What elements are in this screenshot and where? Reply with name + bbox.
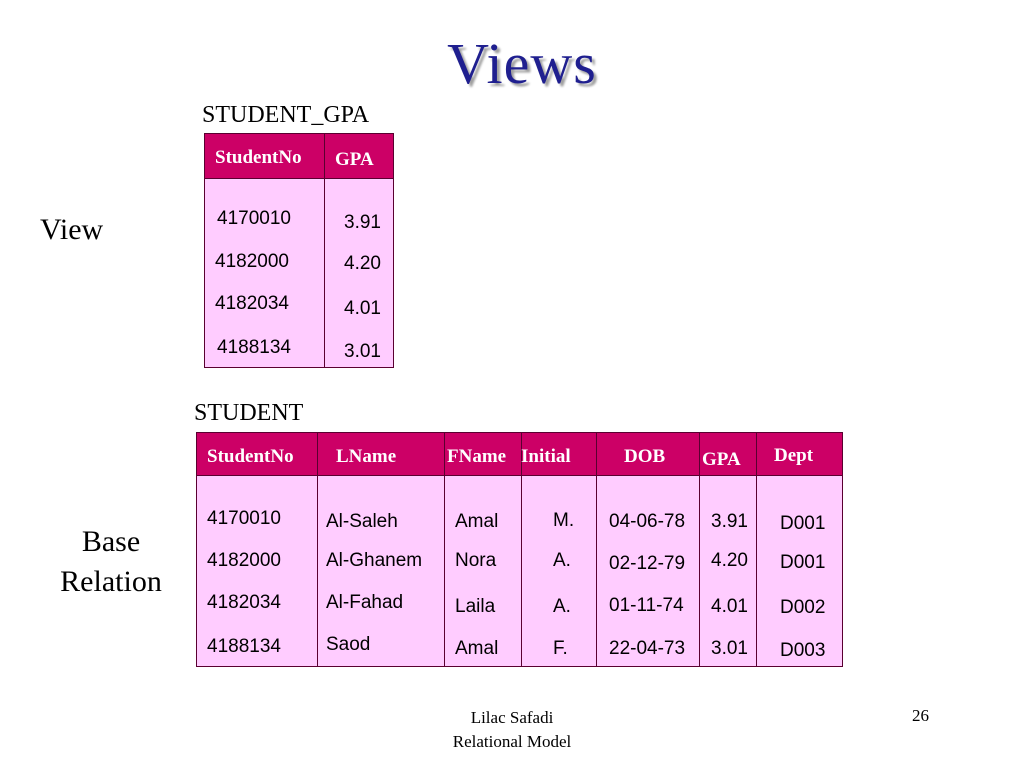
- student-header-studentno: StudentNo: [207, 446, 294, 467]
- student-column-divider: [756, 433, 757, 666]
- student-header-initial: Initial: [521, 446, 571, 467]
- student-cell: F.: [553, 638, 568, 659]
- student-header-fname: FName: [447, 446, 507, 467]
- student-header-dept: Dept: [774, 445, 814, 466]
- student-table: [196, 432, 843, 667]
- student-cell: A.: [553, 550, 571, 571]
- student-cell: D001: [780, 513, 826, 534]
- student-gpa-caption: STUDENT_GPA: [202, 102, 370, 128]
- student-header-divider: [197, 475, 842, 476]
- student-cell: A.: [553, 596, 571, 617]
- student-gpa-header-divider: [205, 178, 393, 179]
- student-cell: D001: [780, 552, 826, 573]
- student-header-dob: DOB: [624, 446, 666, 467]
- student-cell: 22-04-73: [609, 638, 686, 659]
- footer-author: Lilac Safadi: [470, 708, 554, 727]
- student-cell: Al-Ghanem: [326, 550, 423, 571]
- student-cell: Amal: [455, 511, 499, 532]
- student-cell: 02-12-79: [609, 553, 686, 574]
- student-caption: STUDENT: [194, 400, 304, 426]
- student-gpa-cell: 4.01: [344, 298, 381, 319]
- student-gpa-cell: 4182034: [215, 293, 289, 314]
- student-gpa-cell: 3.91: [344, 212, 381, 233]
- student-gpa-header-studentno: StudentNo: [215, 147, 302, 168]
- student-cell: 4182000: [207, 550, 281, 571]
- student-gpa-column-divider: [324, 134, 325, 367]
- student-column-divider: [317, 433, 318, 666]
- student-cell: Amal: [455, 638, 499, 659]
- student-header-row: [197, 433, 842, 475]
- student-cell: Nora: [455, 550, 497, 571]
- slide-title: Views: [447, 31, 597, 96]
- slide-footer: [412, 706, 612, 754]
- student-cell: D003: [780, 640, 826, 661]
- student-gpa-cell: 3.01: [344, 341, 381, 362]
- student-gpa-cell: 4.20: [344, 253, 381, 274]
- student-cell: Saod: [326, 634, 371, 655]
- student-cell: M.: [553, 510, 575, 531]
- student-gpa-cell: 4188134: [217, 337, 291, 358]
- base-relation-label: [48, 522, 174, 602]
- student-gpa-table: [204, 133, 394, 368]
- student-header-gpa: GPA: [702, 449, 741, 470]
- student-gpa-header-gpa: GPA: [335, 149, 374, 170]
- student-cell: D002: [780, 597, 826, 618]
- page-number: 26: [912, 706, 929, 725]
- student-cell: 3.01: [711, 638, 748, 659]
- student-gpa-cell: 4170010: [217, 208, 291, 229]
- student-column-divider: [596, 433, 597, 666]
- student-cell: 4188134: [207, 636, 281, 657]
- student-column-divider: [444, 433, 445, 666]
- student-header-lname: LName: [336, 446, 397, 467]
- student-cell: 4170010: [207, 508, 281, 529]
- view-label: View: [40, 213, 104, 246]
- footer-subject: Relational Model: [452, 732, 572, 751]
- student-cell: 04-06-78: [609, 511, 686, 532]
- student-cell: 4.20: [711, 550, 748, 571]
- student-cell: Al-Saleh: [326, 511, 398, 532]
- base-relation-label-line2: Relation: [60, 565, 162, 598]
- student-gpa-cell: 4182000: [215, 251, 289, 272]
- student-cell: 3.91: [711, 511, 748, 532]
- student-column-divider: [699, 433, 700, 666]
- student-cell: 4.01: [711, 596, 748, 617]
- student-cell: 01-11-74: [609, 595, 684, 616]
- student-cell: Al-Fahad: [326, 592, 404, 613]
- student-cell: 4182034: [207, 592, 281, 613]
- student-cell: Laila: [455, 596, 496, 617]
- base-relation-label-line1: Base: [81, 525, 141, 558]
